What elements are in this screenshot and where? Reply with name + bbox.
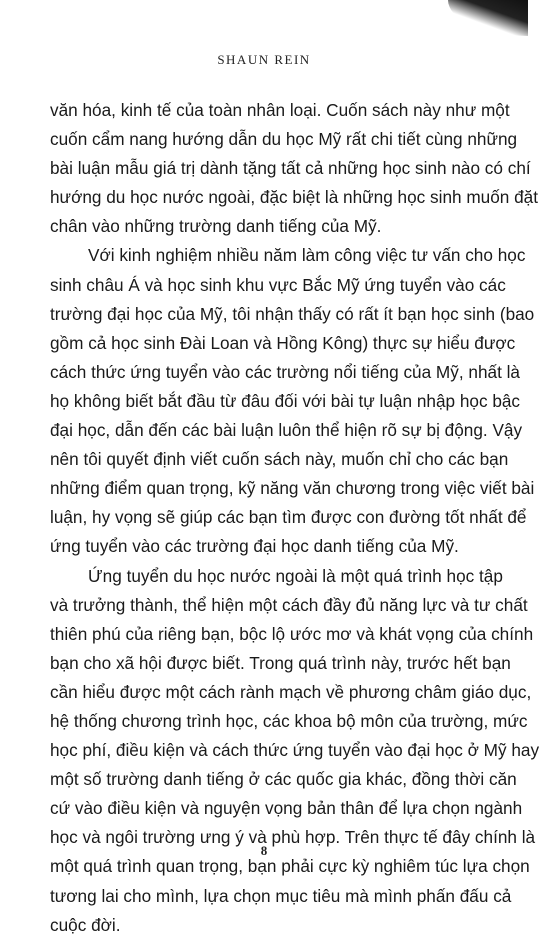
paragraph-3 (50, 562, 539, 940)
text-line: bài luận mẫu giá trị dành tặng tất cả những học sinh nào có chí (50, 158, 531, 179)
text-line: một quá trình quan trọng, bạn phải cực kỳ nghiêm túc lựa chọn (50, 856, 530, 877)
text-line: học và ngôi trường ưng ý và phù hợp. Trên thực tế đây chính là (50, 827, 536, 848)
text-line: cần hiểu được một cách rành mạch về phương châm giáo dục, (50, 681, 532, 702)
text-line: và trưởng thành, thể hiện một cách đầy đủ năng lực và tư chất (50, 594, 528, 615)
text-line: một số trường danh tiếng ở các quốc gia khác, đồng thời căn (50, 769, 517, 790)
paragraph-1 (50, 96, 539, 241)
text-line: Ứng tuyển du học nước ngoài là một quá trình học tập (88, 565, 503, 586)
text-line: ứng tuyển vào các trường đại học danh tiếng của Mỹ. (50, 536, 459, 557)
text-line: Với kinh nghiệm nhiều năm làm công việc tư vấn cho học (88, 245, 526, 266)
text-line: tương lai cho mình, lựa chọn mục tiêu mà mình phấn đấu cả (50, 885, 512, 906)
text-line: nên tôi quyết định viết cuốn sách này, muốn chỉ cho các bạn (50, 449, 509, 470)
text-line: cách thức ứng tuyển vào các trường nổi tiếng của Mỹ, nhất là (50, 361, 520, 382)
body-text (50, 96, 539, 940)
text-line: sinh châu Á và học sinh khu vực Bắc Mỹ ứng tuyển vào các (50, 274, 506, 295)
text-line: hướng du học nước ngoài, đặc biệt là những học sinh muốn đặt (50, 187, 539, 208)
text-line: gồm cả học sinh Đài Loan và Hồng Kông) thực sự hiểu được (50, 332, 516, 353)
text-line: hệ thống chương trình học, các khoa bộ môn của trường, mức (50, 710, 528, 731)
running-head: SHAUN REIN (217, 52, 311, 67)
text-line: cuộc đời. (50, 914, 121, 935)
text-line: trường đại học của Mỹ, tôi nhận thấy có rất ít bạn học sinh (bao (50, 303, 535, 324)
text-line: chân vào những trường danh tiếng của Mỹ. (50, 216, 382, 237)
text-line: đại học, dẫn đến các bài luận luôn thể hiện rõ sự bị động. Vậy (50, 420, 523, 441)
text-line: văn hóa, kinh tế của toàn nhân loại. Cuốn sách này như một (50, 100, 510, 120)
text-line: họ không biết bắt đầu từ đâu đối với bài tự luận nhập học bậc (50, 390, 521, 411)
page-number: 8 (260, 843, 268, 858)
paragraph-2 (50, 241, 535, 561)
text-line: thiên phú của riêng bạn, bộc lộ ước mơ và khát vọng của chính (50, 623, 534, 644)
text-line: những điểm quan trọng, kỹ năng văn chương trong việc viết bài (50, 478, 535, 499)
text-line: học phí, điều kiện và cách thức ứng tuyển vào đại học ở Mỹ hay (50, 740, 539, 761)
page-corner-shadow (448, 0, 528, 36)
text-line: bạn cho xã hội được biết. Trong quá trình này, trước hết bạn (50, 652, 511, 673)
text-line: cứ vào điều kiện và nguyện vọng bản thân để lựa chọn ngành (50, 798, 523, 819)
text-line: cuốn cẩm nang hướng dẫn du học Mỹ rất chi tiết cùng những (50, 129, 518, 150)
text-line: luận, hy vọng sẽ giúp các bạn tìm được con đường tốt nhất để (50, 507, 527, 528)
